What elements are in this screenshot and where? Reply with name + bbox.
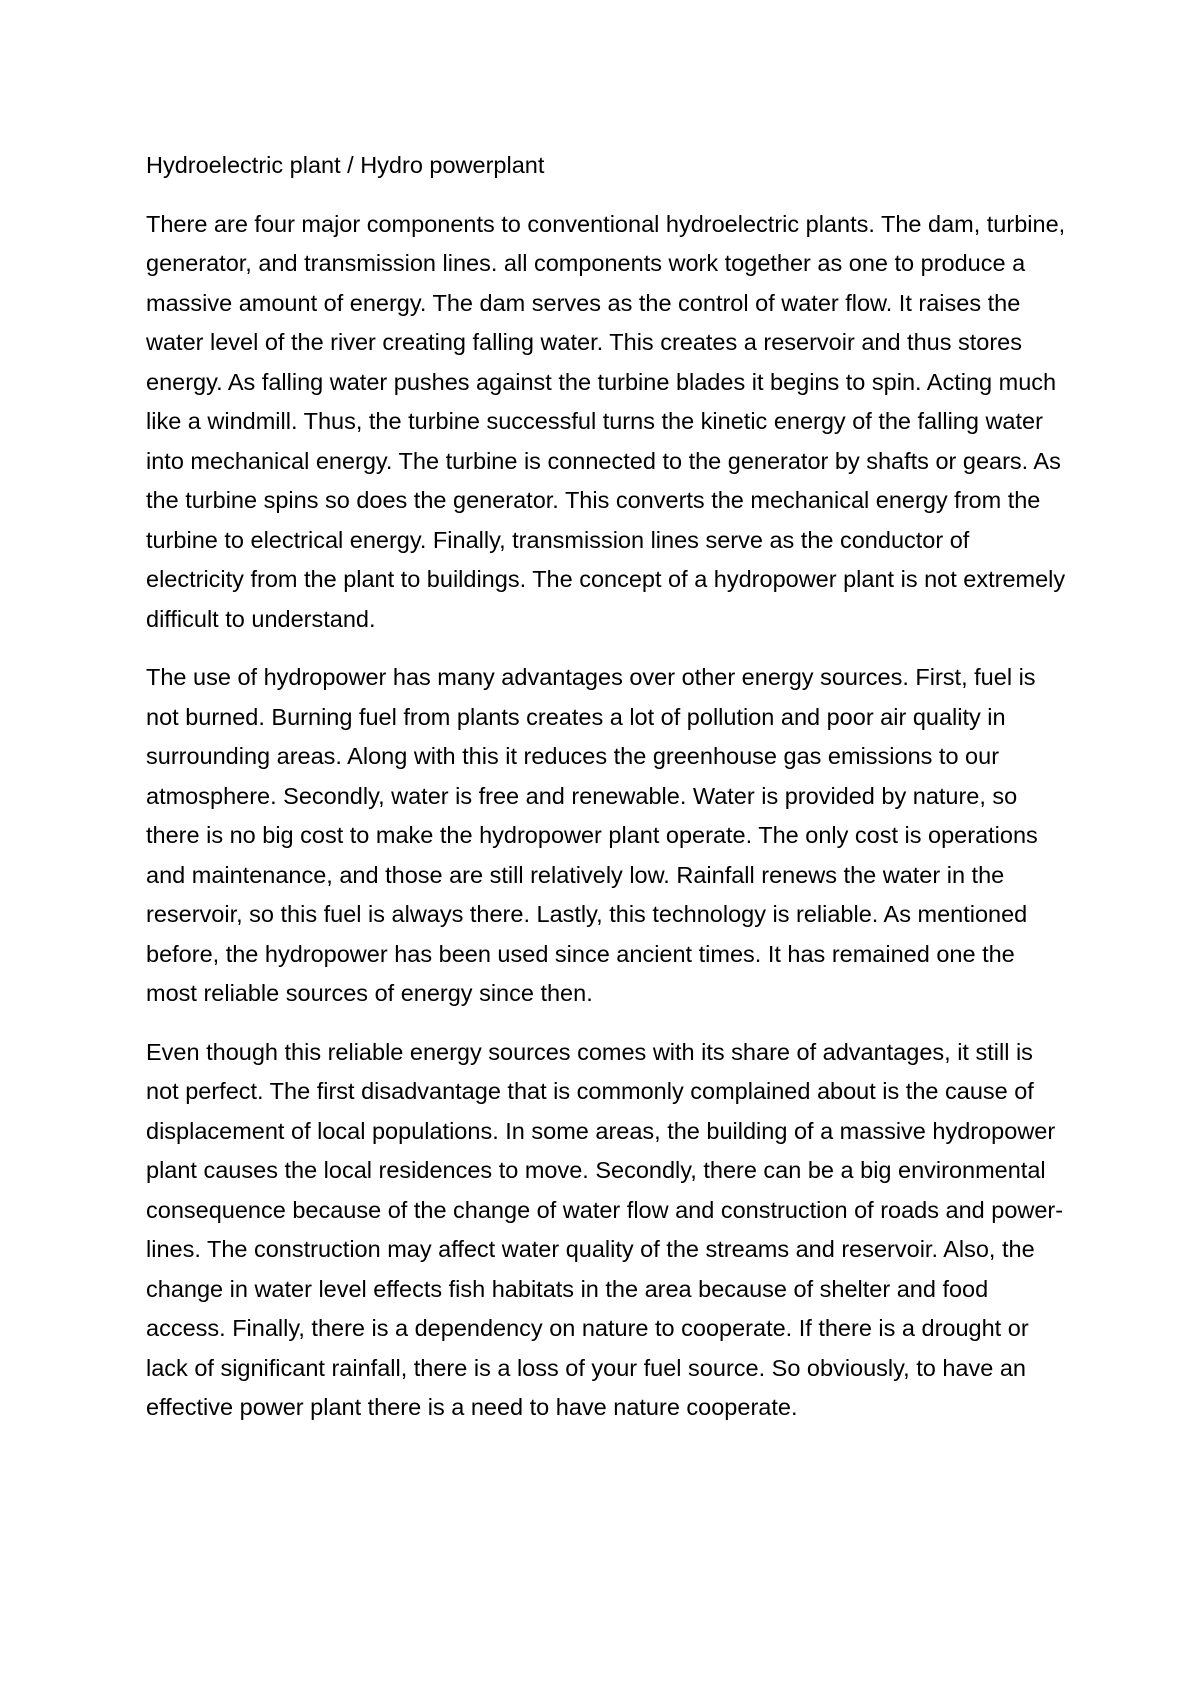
document-body <box>146 146 1066 1447</box>
paragraph-components: There are four major components to conventional hydroelectric plants. The dam, turbine, generator, and transmission lines. all components work together as one to produce a massive amount of energy. The dam serves as the control of water flow. It raises the water level of the river creating falling water. This creates a reservoir and thus stores energy. As falling water pushes against the turbine blades it begins to spin. Acting much like a windmill. Thus, the turbine successful turns the kinetic energy of the falling water into mechanical energy. The turbine is connected to the generator by shafts or gears. As the turbine spins so does the generator. This converts the mechanical energy from the turbine to electrical energy. Finally, transmission lines serve as the conductor of electricity from the plant to buildings. The concept of a hydropower plant is not extremely difficult to understand. <box>146 210 1066 632</box>
paragraph-disadvantages: Even though this reliable energy sources comes with its share of advantages, it still is not perfect. The first disadvantage that is commonly complained about is the cause of displacement of local populations. In some areas, the building of a massive hydropower plant causes the local residences to move. Secondly, there can be a big environmental consequence because of the change of water flow and construction of roads and power-lines. The construction may affect water quality of the streams and reservoir. Also, the change in water level effects fish habitats in the area because of shelter and food access. Finally, there is a dependency on nature to cooperate. If there is a drought or lack of significant rainfall, there is a loss of your fuel source. So obviously, to have an effective power plant there is a need to have nature cooperate. <box>146 1038 1064 1420</box>
paragraph-advantages: The use of hydropower has many advantages over other energy sources. First, fuel is not burned. Burning fuel from plants creates a lot of pollution and poor air quality in surrounding areas. Along with this it reduces the greenhouse gas emissions to our atmosphere. Secondly, water is free and renewable. Water is provided by nature, so there is no big cost to make the hydropower plant operate. The only cost is operations and maintenance, and those are still relatively low. Rainfall renews the water in the reservoir, so this fuel is always there. Lastly, this technology is reliable. As mentioned before, the hydropower has been used since ancient times. It has remained one the most reliable sources of energy since then. <box>146 664 1038 1006</box>
document-title: Hydroelectric plant / Hydro powerplant <box>146 152 545 178</box>
